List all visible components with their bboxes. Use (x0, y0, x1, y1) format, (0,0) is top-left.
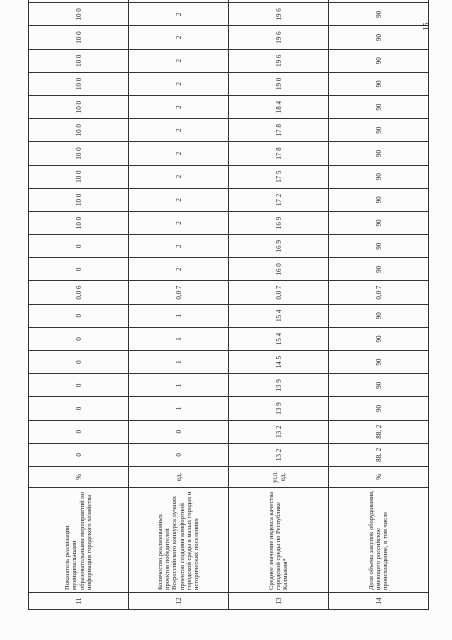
unit-cell: % (329, 467, 429, 488)
value-cell: 19 6 (229, 49, 329, 72)
value-cell: 1 (129, 374, 229, 397)
value-cell: 10 0 (29, 188, 129, 211)
page-number: 15 (421, 22, 431, 31)
value-cell: 2 (129, 142, 229, 165)
value-cell: 0 (29, 327, 129, 350)
value-cell: 88, 2 (329, 420, 429, 443)
value-cell: 1 (129, 304, 229, 327)
value-cell: 18 4 (229, 96, 329, 119)
value-cell: 0 (129, 420, 229, 443)
indicators-table-body (29, 0, 429, 610)
value-cell: 90 (329, 142, 429, 165)
value-cell: 90 (329, 397, 429, 420)
value-cell: 88, 2 (329, 443, 429, 466)
value-cell: 2 (129, 49, 229, 72)
value-cell: 2 (129, 26, 229, 49)
value-cell: 90 (329, 235, 429, 258)
value-cell: 0 (129, 443, 229, 466)
value-cell: 2 (129, 96, 229, 119)
value-cell: 2 (129, 165, 229, 188)
value-cell: 2 (129, 235, 229, 258)
row-number-cell: 13 (229, 593, 329, 610)
row-number-cell: 11 (29, 593, 129, 610)
value-cell: 10 0 (29, 26, 129, 49)
value-cell: 10 0 (29, 142, 129, 165)
value-cell (29, 0, 129, 3)
value-cell: 0,0 7 (329, 281, 429, 304)
value-cell: 90 (329, 3, 429, 26)
value-cell: 15 4 (229, 327, 329, 350)
value-cell: 90 (329, 374, 429, 397)
value-cell: 17 2 (229, 188, 329, 211)
value-cell: 2 (129, 258, 229, 281)
value-cell: 1 (129, 327, 229, 350)
table-row (29, 0, 129, 610)
row-number-cell: 12 (129, 593, 229, 610)
value-cell: 14 5 (229, 351, 329, 374)
value-cell: 90 (329, 327, 429, 350)
value-cell: 0 (29, 235, 129, 258)
value-cell: 13 2 (229, 443, 329, 466)
row-number-cell: 14 (329, 593, 429, 610)
value-cell: 1 (129, 397, 229, 420)
value-cell: 17 5 (229, 165, 329, 188)
value-cell: 10 0 (29, 119, 129, 142)
value-cell: 90 (329, 351, 429, 374)
value-cell: 0 (29, 374, 129, 397)
value-cell: 90 (329, 188, 429, 211)
value-cell: 10 0 (29, 96, 129, 119)
value-cell: 19 6 (229, 26, 329, 49)
value-cell: 0,0 6 (29, 281, 129, 304)
indicator-name-cell: Среднее значение индекса качества городской среды по Республике Калмыкия* (229, 488, 329, 593)
value-cell: 90 (329, 211, 429, 234)
value-cell: 13 9 (229, 397, 329, 420)
unit-cell: % (29, 467, 129, 488)
value-cell: 0 (29, 397, 129, 420)
value-cell: 2 (129, 119, 229, 142)
value-cell: 2 (129, 72, 229, 95)
value-cell: 0 (29, 443, 129, 466)
value-cell: 16 9 (229, 211, 329, 234)
value-cell: 90 (329, 119, 429, 142)
value-cell: 90 (329, 49, 429, 72)
indicator-name-cell: Показатель реализации муниципальными образовательными мероприятий по информации городского хозяйства (29, 488, 129, 593)
value-cell: 90 (329, 304, 429, 327)
value-cell: 0,0 7 (129, 281, 229, 304)
value-cell: 0 (29, 351, 129, 374)
value-cell: 17 8 (229, 119, 329, 142)
value-cell: 0,0 7 (229, 281, 329, 304)
indicator-name-cell: Доля объема закупок оборудования, имеющего российское происхождение, в том числе (329, 488, 429, 593)
value-cell: 13 2 (229, 420, 329, 443)
value-cell: 15 4 (229, 304, 329, 327)
value-cell: 2 (129, 188, 229, 211)
value-cell: 0 (29, 420, 129, 443)
table-row (329, 0, 429, 610)
unit-cell: ед. (129, 467, 229, 488)
value-cell: 0 (29, 304, 129, 327)
value-cell: 0 (29, 258, 129, 281)
value-cell: 10 0 (29, 165, 129, 188)
value-cell: 90 (329, 72, 429, 95)
value-cell: 10 0 (29, 211, 129, 234)
value-cell (229, 0, 329, 3)
value-cell: 17 8 (229, 142, 329, 165)
value-cell: 10 0 (29, 49, 129, 72)
value-cell (129, 0, 229, 3)
table-row (229, 0, 329, 610)
value-cell: 90 (329, 258, 429, 281)
value-cell (329, 0, 429, 3)
value-cell: 1 (129, 351, 229, 374)
rotated-table-wrapper (28, 8, 428, 610)
value-cell: 90 (329, 26, 429, 49)
unit-cell: усл. ед. (229, 467, 329, 488)
indicators-table (28, 0, 429, 610)
value-cell: 19 0 (229, 72, 329, 95)
value-cell: 90 (329, 96, 429, 119)
value-cell: 10 0 (29, 72, 129, 95)
indicator-name-cell: Количество реализованных проектов победителей Всероссийского конкурса лучших проектов создания комфортной городской среды в малых городах и исторических поселениях (129, 488, 229, 593)
value-cell: 19 6 (229, 3, 329, 26)
value-cell: 16 9 (229, 235, 329, 258)
table-row (129, 0, 229, 610)
value-cell: 2 (129, 3, 229, 26)
value-cell: 13 9 (229, 374, 329, 397)
value-cell: 16 0 (229, 258, 329, 281)
value-cell: 90 (329, 165, 429, 188)
value-cell: 10 0 (29, 3, 129, 26)
value-cell: 2 (129, 211, 229, 234)
